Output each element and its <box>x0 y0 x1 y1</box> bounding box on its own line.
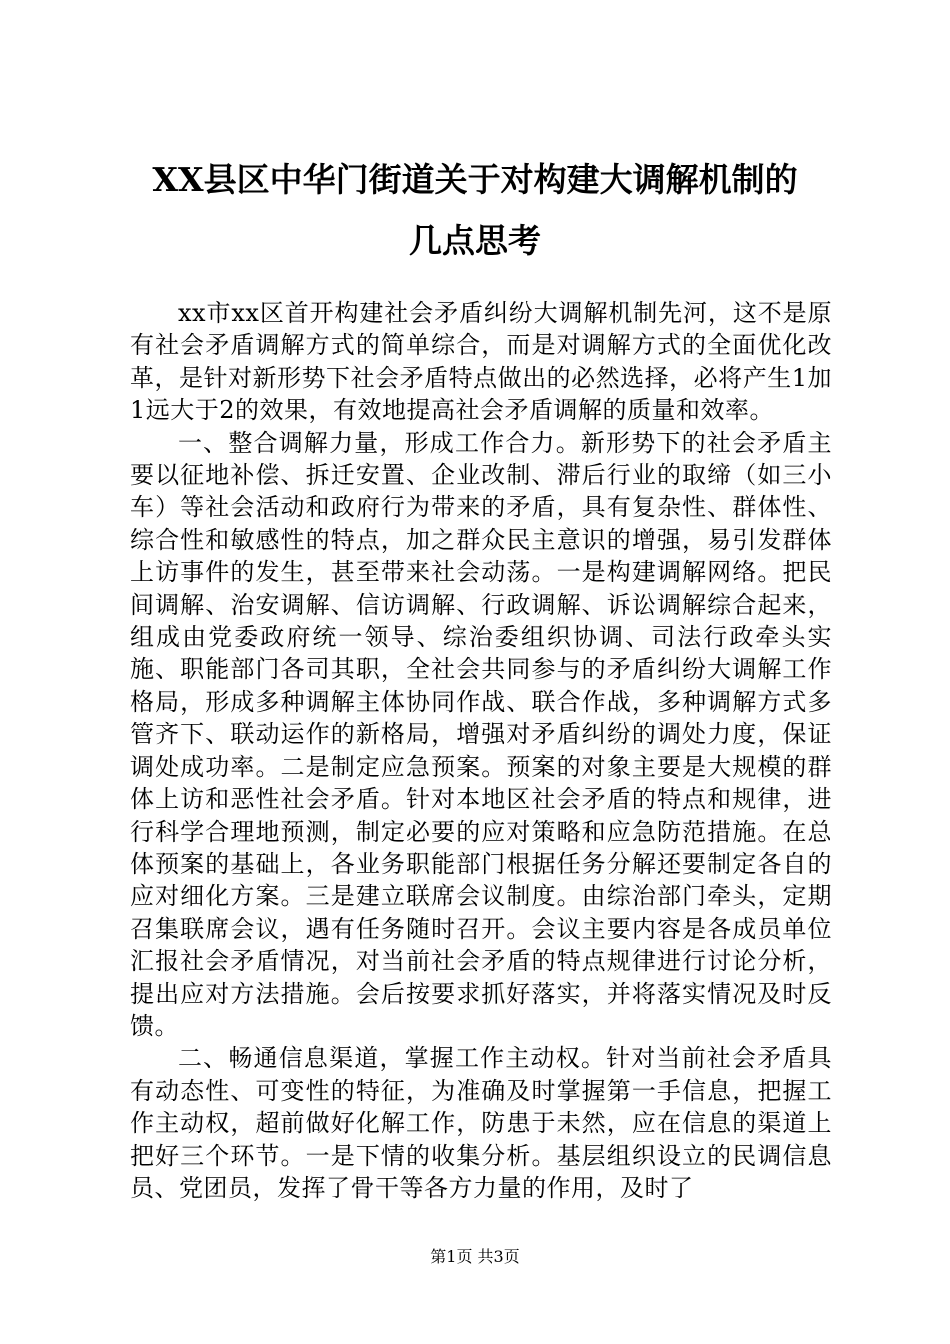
paragraph-section-1: 一、整合调解力量，形成工作合力。新形势下的社会矛盾主要以征地补偿、拆迁安置、企业改制、滞后行业的取缔（如三小车）等社会活动和政府行为带来的矛盾，具有复杂性、群体性、综合性和敏感性的特点，加之群众民主意识的增强，易引发群体上访事件的发生，甚至带来社会动荡。一是构建调解网络。把民间调解、治安调解、信访调解、行政调解、诉讼调解综合起来，组成由党委政府统一领导、综治委组织协调、司法行政牵头实施、职能部门各司其职，全社会共同参与的矛盾纠纷大调解工作格局，形成多种调解主体协同作战、联合作战，多种调解方式多管齐下、联动运作的新格局，增强对矛盾纠纷的调处力度，保证调处成功率。二是制定应急预案。预案的对象主要是大规模的群体上访和恶性社会矛盾。针对本地区社会矛盾的特点和规律，进行科学合理地预测，制定必要的应对策略和应急防范措施。在总体预案的基础上，各业务职能部门根据任务分解还要制定各自的应对细化方案。三是建立联席会议制度。由综治部门牵头，定期召集联席会议，遇有任务随时召开。会议主要内容是各成员单位汇报社会矛盾情况，对当前社会矛盾的特点规律进行讨论分析，提出应对方法措施。会后按要求抓好落实，并将落实情况及时反馈。 <box>130 428 832 1040</box>
page-footer: 第1页 共3页 <box>430 1247 520 1266</box>
document-body <box>130 297 832 1204</box>
document-title-line-2: 几点思考 <box>409 221 541 260</box>
paragraph-section-2: 二、畅通信息渠道，掌握工作主动权。针对当前社会矛盾具有动态性、可变性的特征，为准确及时掌握第一手信息，把握工作主动权，超前做好化解工作，防患于未然，应在信息的渠道上把好三个环节。一是下情的收集分析。基层组织设立的民调信息员、党团员，发挥了骨干等各方力量的作用，及时了 <box>130 1044 832 1202</box>
paragraph-intro: xx市xx区首开构建社会矛盾纠纷大调解机制先河，这不是原有社会矛盾调解方式的简单综合，而是对调解方式的全面优化改革，是针对新形势下社会矛盾特点做出的必然选择，必将产生1加1远大于2的效果，有效地提高社会矛盾调解的质量和效率。 <box>130 299 832 425</box>
document-title-line-1: XX县区中华门街道关于对构建大调解机制的 <box>152 160 798 199</box>
